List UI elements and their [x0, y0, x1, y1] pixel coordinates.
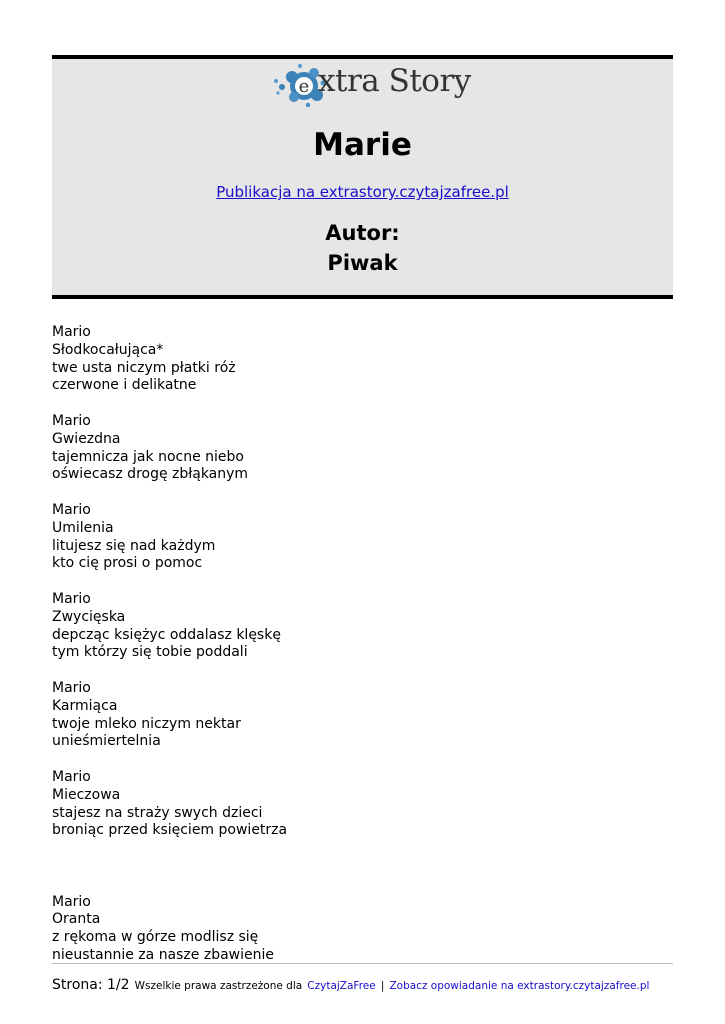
poem-line: Mario	[52, 324, 91, 340]
poem-line: kto cię prosi o pomoc	[52, 555, 203, 572]
czytajzafree-link[interactable]: CzytajZaFree	[307, 980, 376, 992]
poem-line: Mario	[52, 893, 91, 910]
poem-line: unieśmiertelnia	[52, 733, 161, 750]
poem-line: Słodkocałująca*	[52, 341, 164, 358]
stanza	[52, 680, 672, 751]
footer-divider	[52, 963, 673, 964]
poem-line: oświecasz drogę zbłąkanym	[52, 466, 249, 483]
poem-line: Karmiąca	[52, 697, 118, 714]
poem-line: Mario	[52, 679, 91, 696]
poem-line: twoje mleko niczym nektar	[52, 715, 241, 732]
poem-line: Mario	[52, 412, 91, 429]
document-header	[52, 55, 673, 299]
author-name: Piwak	[327, 251, 398, 275]
rights-text: Wszelkie prawa zastrzeżone dla	[134, 980, 303, 992]
poem-line: Gwiezdna	[52, 430, 121, 447]
poem-line: Mario	[52, 768, 91, 785]
poem-line: Mario	[52, 590, 91, 607]
poem-line: Oranta	[52, 911, 101, 928]
poem-line: Umilenia	[52, 519, 114, 536]
poem-line: twe usta niczym płatki róż	[52, 359, 236, 376]
publication-link[interactable]: Publikacja na extrastory.czytajzafree.pl	[216, 183, 509, 201]
page-footer	[52, 974, 682, 993]
poem-line: czerwone i delikatne	[52, 377, 197, 394]
poem-line: depcząc księżyc oddalasz klęskę	[52, 626, 281, 643]
author-label: Autor:	[325, 221, 400, 245]
poem-line: Mieczowa	[52, 786, 121, 803]
stanza	[52, 324, 672, 395]
poem-line: stajesz na straży swych dzieci	[52, 804, 263, 821]
poem-body	[52, 324, 672, 982]
stanza	[52, 591, 672, 662]
poem-line: broniąc przed księciem powietrza	[52, 822, 288, 839]
poem-line: Zwycięska	[52, 608, 126, 625]
stanza	[52, 502, 672, 573]
poem-line: nieustannie za nasze zbawienie	[52, 946, 274, 963]
logo-initial: e	[298, 76, 310, 97]
page-title: Marie	[313, 127, 412, 163]
poem-line: z rękoma w górze modlisz się	[52, 929, 259, 946]
poem-line: litujesz się nad każdym	[52, 537, 216, 554]
footer-separator: |	[380, 980, 385, 992]
page-number: Strona: 1/2	[52, 977, 130, 993]
stanza	[52, 413, 672, 484]
poem-line: tajemnicza jak nocne niebo	[52, 448, 244, 465]
stanza	[52, 769, 672, 840]
poem-line: tym którzy się tobie poddali	[52, 644, 248, 661]
story-link[interactable]: Zobacz opowiadanie na extrastory.czytajzafree.pl	[389, 980, 650, 992]
poem-line: Mario	[52, 501, 91, 518]
stanza	[52, 894, 672, 965]
extra-story-logo[interactable]	[270, 59, 471, 111]
logo-text: xtra Story	[318, 63, 471, 99]
